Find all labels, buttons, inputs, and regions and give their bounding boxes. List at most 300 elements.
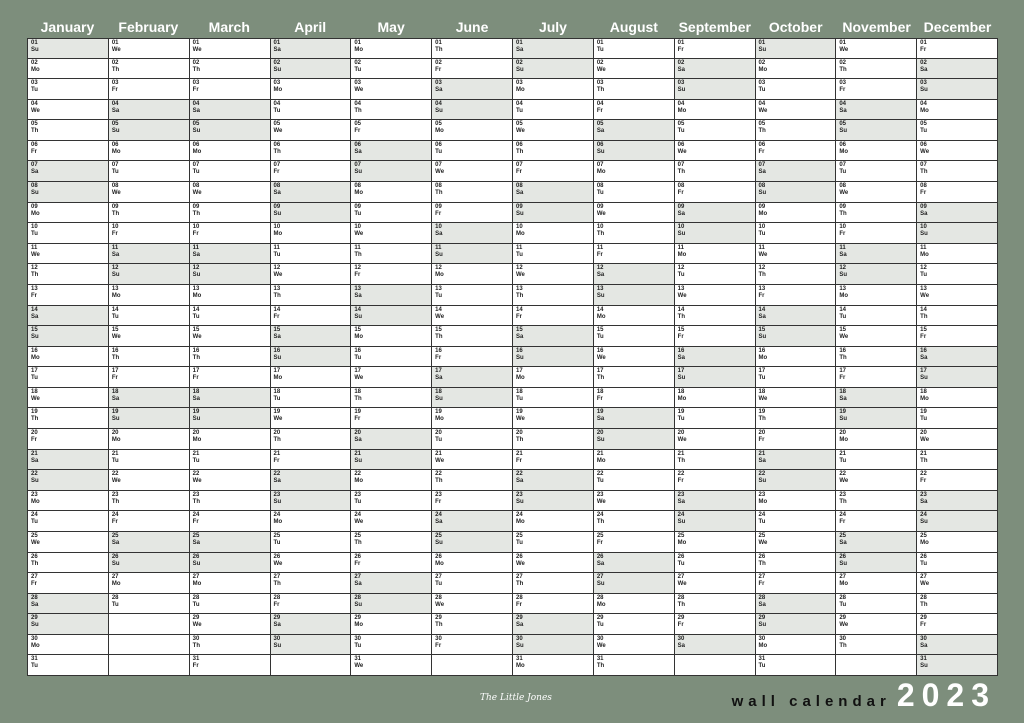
day-number: 12: [192, 265, 200, 272]
weekday-label: Tu: [920, 128, 928, 135]
day-number: 16: [758, 347, 766, 354]
day-number: 14: [435, 306, 442, 313]
day-number: 07: [516, 162, 523, 169]
day-number: 20: [435, 430, 442, 437]
day-number: 29: [354, 615, 362, 622]
weekday-label: Tu: [596, 190, 604, 197]
day-cell: [917, 326, 997, 347]
day-cell: [432, 79, 512, 100]
day-number: 21: [596, 450, 604, 457]
weekday-label: Su: [516, 642, 524, 649]
weekday-label: Th: [111, 498, 120, 505]
day-number: 27: [677, 574, 685, 581]
day-cell: [513, 100, 593, 121]
day-cell: [109, 594, 189, 615]
weekday-label: Mo: [920, 251, 929, 258]
weekday-label: Tu: [758, 663, 766, 670]
month-column-october: [756, 38, 837, 676]
weekday-label: Fr: [354, 128, 361, 135]
weekday-label: Mo: [31, 642, 40, 649]
day-number: 17: [31, 368, 38, 375]
day-number: 15: [192, 327, 200, 334]
day-number: 27: [920, 574, 927, 581]
day-number: 12: [354, 265, 362, 272]
day-cell: [675, 614, 755, 635]
day-cell: [432, 141, 512, 162]
weekday-label: Fr: [273, 313, 280, 320]
day-number: 19: [31, 409, 38, 416]
day-number: 24: [596, 512, 604, 519]
weekday-label: Mo: [435, 560, 444, 567]
day-cell: [836, 264, 916, 285]
day-cell: [28, 511, 108, 532]
day-cell: [836, 450, 916, 471]
weekday-label: Mo: [111, 148, 121, 155]
day-cell: [271, 388, 351, 409]
weekday-label: Th: [31, 272, 39, 279]
day-number: 20: [920, 430, 927, 437]
day-cell: [756, 141, 836, 162]
day-number: 27: [596, 574, 604, 581]
day-cell: [594, 429, 674, 450]
day-cell: [756, 367, 836, 388]
day-cell: [28, 244, 108, 265]
weekday-label: Mo: [31, 498, 40, 505]
day-number: 15: [839, 327, 847, 334]
weekday-label: Su: [920, 519, 928, 526]
weekday-label: Tu: [596, 622, 604, 629]
day-number: 08: [839, 183, 847, 190]
day-cell: [432, 367, 512, 388]
day-cell: [675, 491, 755, 512]
day-cell: [917, 450, 997, 471]
day-number: 14: [839, 306, 847, 313]
day-cell: [594, 120, 674, 141]
weekday-label: Th: [920, 601, 928, 608]
day-number: 25: [758, 532, 766, 539]
day-cell: [594, 470, 674, 491]
day-number: 25: [111, 532, 119, 539]
day-cell: [271, 285, 351, 306]
weekday-label: We: [111, 334, 121, 341]
day-cell: [917, 285, 997, 306]
day-cell: [271, 347, 351, 368]
weekday-label: Fr: [758, 148, 765, 155]
weekday-label: Sa: [758, 169, 766, 176]
day-number: 02: [435, 59, 442, 66]
month-name-march: March: [208, 19, 250, 35]
day-number: 05: [677, 121, 685, 128]
day-cell: [432, 223, 512, 244]
day-cell: [594, 594, 674, 615]
day-number: 16: [596, 347, 604, 354]
day-cell: [432, 100, 512, 121]
weekday-label: We: [677, 437, 687, 444]
day-cell: [917, 182, 997, 203]
weekday-label: Tu: [920, 272, 928, 279]
weekday-label: Mo: [516, 231, 525, 238]
day-cell: [190, 408, 270, 429]
day-number: 02: [31, 59, 38, 66]
day-number: 28: [516, 594, 523, 601]
day-cell: [513, 326, 593, 347]
weekday-label: We: [596, 354, 606, 361]
weekday-label: Mo: [273, 519, 283, 526]
day-cell: [836, 408, 916, 429]
day-number: 19: [758, 409, 766, 416]
day-number: 01: [31, 40, 38, 46]
day-number: 06: [435, 141, 442, 148]
weekday-label: Th: [435, 334, 443, 341]
day-cell: [432, 306, 512, 327]
day-number: 13: [192, 285, 200, 292]
day-number: 10: [192, 224, 200, 231]
day-cell: [190, 635, 270, 656]
day-cell: [432, 429, 512, 450]
weekday-label: Sa: [516, 622, 524, 629]
day-number: 22: [273, 471, 281, 478]
weekday-label: Sa: [354, 581, 362, 588]
day-number: 12: [839, 265, 847, 272]
weekday-label: Mo: [354, 47, 363, 53]
weekday-label: Fr: [920, 478, 927, 485]
day-cell: [756, 161, 836, 182]
day-cell: [28, 223, 108, 244]
day-number: 21: [677, 450, 685, 457]
day-cell: [917, 120, 997, 141]
weekday-label: We: [758, 395, 768, 402]
day-number: 03: [273, 80, 281, 87]
day-cell: [594, 388, 674, 409]
weekday-label: Mo: [273, 375, 283, 382]
day-cell: [594, 100, 674, 121]
month-column-june: [432, 38, 513, 676]
weekday-label: Tu: [354, 66, 362, 73]
day-cell: [28, 573, 108, 594]
weekday-label: We: [677, 148, 687, 155]
weekday-label: Tu: [192, 601, 200, 608]
day-cell: [351, 326, 431, 347]
day-cell: [271, 306, 351, 327]
day-number: 07: [273, 162, 281, 169]
day-cell: [190, 79, 270, 100]
weekday-label: Fr: [920, 334, 927, 341]
weekday-label: Fr: [354, 560, 361, 567]
day-cell: [513, 655, 593, 676]
weekday-label: Tu: [192, 169, 200, 176]
day-cell: [836, 532, 916, 553]
weekday-label: Mo: [111, 292, 121, 299]
weekday-label: Su: [31, 622, 39, 629]
day-cell: [432, 573, 512, 594]
day-number: 11: [920, 244, 927, 251]
day-number: 04: [677, 100, 685, 107]
month-name-may: May: [377, 19, 405, 35]
day-number: 12: [758, 265, 766, 272]
weekday-label: Sa: [839, 539, 847, 546]
day-number: 14: [31, 306, 38, 313]
day-cell: [756, 120, 836, 141]
weekday-label: Th: [596, 231, 605, 238]
day-number: 20: [839, 430, 847, 437]
day-cell: [351, 532, 431, 553]
day-number: 09: [516, 203, 523, 210]
weekday-label: Mo: [596, 313, 606, 320]
weekday-label: Th: [111, 210, 120, 217]
weekday-label: We: [111, 47, 121, 53]
day-number: 30: [839, 635, 847, 642]
day-cell: [836, 182, 916, 203]
day-number: 17: [111, 368, 119, 375]
day-number: 10: [111, 224, 119, 231]
day-cell: [917, 635, 997, 656]
day-cell: [351, 429, 431, 450]
weekday-label: Th: [596, 519, 605, 526]
weekday-label: We: [435, 601, 445, 608]
day-cell: [351, 614, 431, 635]
month-column-july: [513, 38, 594, 676]
day-cell: [836, 59, 916, 80]
weekday-label: We: [435, 457, 445, 464]
day-number: 04: [596, 100, 604, 107]
day-cell: [675, 470, 755, 491]
day-cell: [28, 470, 108, 491]
day-cell: [675, 182, 755, 203]
day-number: 09: [677, 203, 685, 210]
weekday-label: We: [677, 292, 687, 299]
day-number: 30: [273, 635, 281, 642]
day-number: 11: [758, 244, 765, 251]
day-number: 31: [758, 656, 766, 663]
day-cell: [432, 244, 512, 265]
day-number: 18: [839, 388, 847, 395]
day-cell: [675, 429, 755, 450]
day-cell: [756, 264, 836, 285]
day-cell: [109, 264, 189, 285]
weekday-label: Su: [111, 560, 120, 567]
day-number: 18: [596, 388, 604, 395]
weekday-label: Fr: [516, 601, 522, 608]
day-number: 26: [354, 553, 362, 560]
day-number: 24: [920, 512, 927, 519]
weekday-label: Th: [839, 354, 847, 361]
weekday-label: Th: [758, 416, 766, 423]
weekday-label: Th: [354, 251, 362, 258]
day-number: 23: [354, 491, 362, 498]
day-number: 01: [192, 40, 200, 46]
day-number: 18: [758, 388, 766, 395]
day-number: 26: [596, 553, 604, 560]
weekday-label: Tu: [677, 416, 685, 423]
day-cell: [28, 450, 108, 471]
weekday-label: Su: [839, 272, 847, 279]
day-number: 02: [111, 59, 119, 66]
day-cell: [513, 161, 593, 182]
day-number: 29: [839, 615, 847, 622]
day-cell: [432, 388, 512, 409]
weekday-label: We: [839, 334, 849, 341]
weekday-label: Sa: [354, 292, 362, 299]
weekday-label: Su: [758, 334, 767, 341]
weekday-label: Su: [516, 354, 524, 361]
day-number: 11: [273, 244, 280, 251]
month-column-may: [351, 38, 432, 676]
day-number: 09: [839, 203, 847, 210]
day-number: 21: [192, 450, 200, 457]
day-cell: [432, 285, 512, 306]
day-number: 25: [839, 532, 847, 539]
day-cell: [109, 59, 189, 80]
weekday-label: We: [839, 190, 849, 197]
weekday-label: Fr: [273, 169, 280, 176]
day-number: 09: [192, 203, 200, 210]
day-cell: [271, 182, 351, 203]
day-cell: [756, 306, 836, 327]
day-number: 27: [31, 574, 38, 581]
day-cell: [836, 594, 916, 615]
day-number: 13: [435, 285, 442, 292]
day-cell: [432, 120, 512, 141]
day-cell: [513, 388, 593, 409]
day-cell: [675, 79, 755, 100]
day-number: 20: [354, 430, 362, 437]
weekday-label: Th: [435, 478, 443, 485]
day-number: 23: [839, 491, 847, 498]
weekday-label: We: [354, 663, 364, 670]
day-cell: [432, 203, 512, 224]
day-cell: [351, 573, 431, 594]
day-cell: [351, 470, 431, 491]
day-number: 18: [920, 388, 927, 395]
weekday-label: Sa: [839, 395, 847, 402]
day-cell: [190, 532, 270, 553]
month-name-february: February: [118, 19, 179, 35]
weekday-label: Tu: [31, 663, 38, 670]
weekday-label: Mo: [758, 642, 768, 649]
weekday-label: Sa: [839, 251, 847, 258]
weekday-label: We: [192, 478, 202, 485]
day-cell: [513, 553, 593, 574]
day-number: 12: [920, 265, 927, 272]
day-cell: [28, 655, 108, 676]
day-number: 05: [596, 121, 604, 128]
day-cell: [271, 120, 351, 141]
day-cell: [351, 655, 431, 676]
day-cell: [351, 203, 431, 224]
day-number: 23: [435, 491, 442, 498]
day-number: 08: [596, 183, 604, 190]
weekday-label: Th: [192, 66, 200, 73]
empty-cell: [675, 655, 755, 676]
day-cell: [675, 244, 755, 265]
weekday-label: Mo: [354, 334, 363, 341]
day-number: 03: [920, 80, 927, 87]
day-number: 15: [435, 327, 442, 334]
day-cell: [28, 264, 108, 285]
day-number: 27: [435, 574, 442, 581]
weekday-label: Th: [192, 642, 200, 649]
day-number: 19: [273, 409, 281, 416]
day-number: 18: [516, 388, 523, 395]
day-cell: [190, 367, 270, 388]
day-cell: [594, 182, 674, 203]
day-number: 01: [839, 40, 847, 46]
day-cell: [917, 553, 997, 574]
day-number: 09: [435, 203, 442, 210]
weekday-label: Tu: [111, 313, 119, 320]
weekday-label: Th: [192, 354, 200, 361]
weekday-label: Sa: [596, 416, 605, 423]
weekday-label: Th: [758, 560, 766, 567]
weekday-label: Sa: [31, 169, 39, 176]
day-number: 02: [192, 59, 200, 66]
day-number: 30: [354, 635, 362, 642]
day-number: 08: [31, 183, 38, 190]
day-cell: [28, 491, 108, 512]
day-number: 11: [839, 244, 846, 251]
day-cell: [917, 100, 997, 121]
day-cell: [675, 285, 755, 306]
day-number: 03: [677, 80, 685, 87]
day-cell: [513, 614, 593, 635]
day-number: 20: [516, 430, 523, 437]
day-cell: [675, 388, 755, 409]
day-cell: [432, 264, 512, 285]
day-number: 31: [516, 656, 523, 663]
weekday-label: Mo: [192, 148, 202, 155]
weekday-label: Tu: [354, 498, 362, 505]
day-number: 23: [111, 491, 119, 498]
day-number: 05: [111, 121, 119, 128]
weekday-label: Sa: [758, 601, 766, 608]
empty-cell: [109, 655, 189, 676]
day-number: 13: [31, 285, 38, 292]
day-cell: [432, 408, 512, 429]
day-number: 28: [435, 594, 442, 601]
weekday-label: Su: [192, 272, 201, 279]
day-cell: [28, 408, 108, 429]
day-number: 14: [920, 306, 927, 313]
day-number: 20: [596, 430, 604, 437]
weekday-label: Sa: [677, 210, 685, 217]
day-cell: [351, 306, 431, 327]
day-cell: [917, 79, 997, 100]
weekday-label: Th: [839, 642, 847, 649]
day-cell: [594, 306, 674, 327]
day-number: 29: [273, 615, 281, 622]
day-cell: [513, 244, 593, 265]
day-cell: [513, 306, 593, 327]
day-number: 09: [920, 203, 927, 210]
day-number: 17: [192, 368, 200, 375]
day-number: 12: [273, 265, 281, 272]
day-number: 02: [758, 59, 766, 66]
day-number: 03: [192, 80, 200, 87]
weekday-label: Th: [839, 210, 847, 217]
day-number: 28: [920, 594, 927, 601]
day-cell: [28, 161, 108, 182]
day-cell: [513, 367, 593, 388]
day-number: 21: [758, 450, 766, 457]
day-cell: [351, 182, 431, 203]
day-cell: [432, 635, 512, 656]
day-number: 23: [677, 491, 685, 498]
weekday-label: Fr: [31, 437, 37, 444]
day-cell: [271, 573, 351, 594]
day-cell: [351, 79, 431, 100]
weekday-label: Su: [354, 313, 362, 320]
day-cell: [594, 203, 674, 224]
